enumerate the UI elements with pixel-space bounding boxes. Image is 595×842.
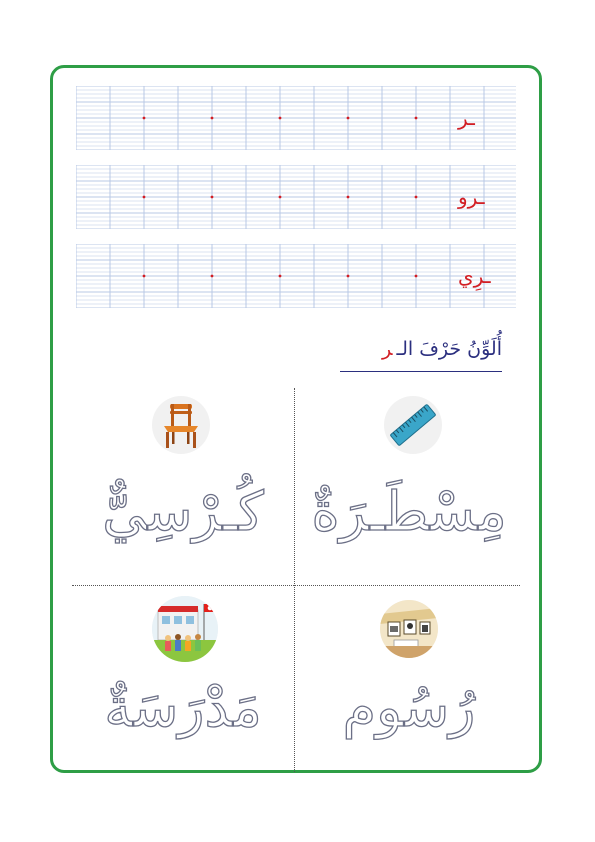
practice-row-3 [76,244,516,308]
coloring-instruction [340,338,502,374]
horizontal-divider [72,585,520,586]
start-dot [143,117,146,120]
outline-word: رُسُوم [342,676,476,739]
start-dot [415,196,418,199]
outline-word: مِسْطَـرَةٌ [311,480,507,543]
instruction-underline [340,371,502,373]
model-letter: ـرو [458,185,485,209]
practice-grid [76,165,516,229]
start-dot [415,117,418,120]
model-letter: ـرِي [458,264,491,288]
practice-row-2 [76,165,516,229]
instruction-letter: ر [382,338,393,360]
school-icon [152,596,218,662]
start-dot [347,196,350,199]
instruction-text: أُلَوِّنُ حَرْفَ الـ [396,338,502,360]
word-cell-chair [72,388,294,584]
practice-grid [76,86,516,150]
start-dot [347,117,350,120]
outline-word: كُـرْسِيٌّ [102,480,264,543]
start-dot [143,275,146,278]
practice-row-1 [76,86,516,150]
vertical-divider [294,388,295,772]
word-cell-drawings [298,588,520,772]
practice-grid [76,244,516,308]
start-dot [211,196,214,199]
chair-icon [152,396,210,454]
start-dot [347,275,350,278]
start-dot [279,196,282,199]
start-dot [415,275,418,278]
start-dot [143,196,146,199]
start-dot [279,117,282,120]
start-dot [211,275,214,278]
start-dot [279,275,282,278]
drawings-gallery-icon [380,600,438,658]
word-cell-school [72,588,294,772]
outline-word: مَدْرَسَةٌ [104,676,262,739]
ruler-icon [384,396,442,454]
model-letter: ـر [458,106,475,130]
word-cell-ruler [298,388,520,584]
start-dot [211,117,214,120]
